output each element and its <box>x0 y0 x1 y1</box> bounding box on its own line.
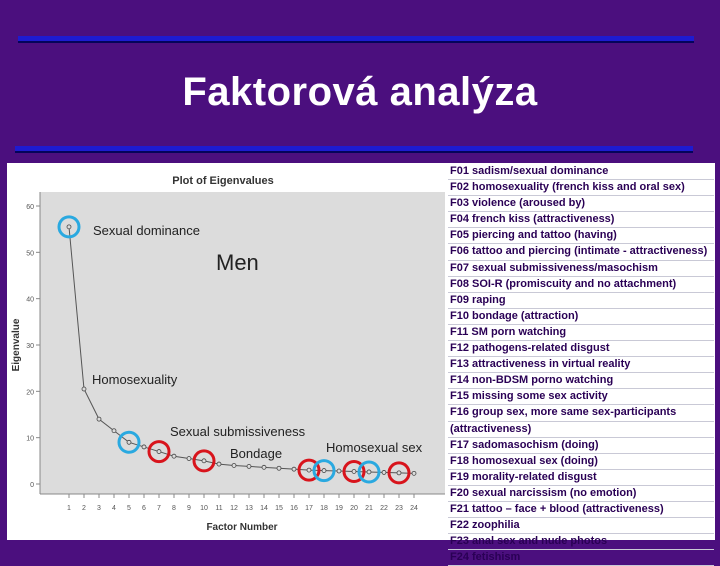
data-point <box>202 459 206 463</box>
x-tick-label: 14 <box>260 505 268 512</box>
y-tick-label: 0 <box>30 482 34 489</box>
data-point <box>82 387 86 391</box>
data-point <box>127 440 131 444</box>
x-tick-label: 19 <box>335 505 343 512</box>
legend-item: F10 bondage (attraction) <box>448 309 714 325</box>
x-tick-label: 13 <box>245 505 253 512</box>
x-tick-label: 8 <box>172 505 176 512</box>
data-point <box>337 469 341 473</box>
y-tick-label: 40 <box>26 296 34 304</box>
legend-item: F22 zoophilia <box>448 518 714 534</box>
y-tick-label: 30 <box>26 343 34 350</box>
data-point <box>367 470 371 474</box>
y-tick-label: 20 <box>26 389 34 397</box>
x-tick-label: 20 <box>350 505 358 512</box>
data-point <box>232 463 236 467</box>
legend-item: F05 piercing and tattoo (having) <box>448 228 714 244</box>
data-point <box>247 464 251 468</box>
x-tick-label: 18 <box>320 505 328 512</box>
chart-annotation: Sexual dominance <box>93 223 200 238</box>
x-axis-label: Factor Number <box>206 522 278 533</box>
x-tick-label: 9 <box>187 505 191 512</box>
data-point <box>217 462 221 466</box>
legend-item: F07 sexual submissiveness/masochism <box>448 261 714 277</box>
legend-item: F14 non-BDSM porno watching <box>448 373 714 389</box>
legend-item: F12 pathogens-related disgust <box>448 341 714 357</box>
data-point <box>382 470 386 474</box>
x-tick-label: 10 <box>200 505 208 512</box>
x-tick-label: 23 <box>395 505 403 512</box>
y-tick-label: 50 <box>26 250 34 258</box>
x-tick-label: 1 <box>67 505 71 512</box>
legend-item: F16 group sex, more same sex-participants <box>448 405 714 421</box>
factor-legend <box>448 164 714 566</box>
legend-item: F11 SM porn watching <box>448 325 714 341</box>
data-point <box>97 417 101 421</box>
x-tick-label: 11 <box>215 505 223 512</box>
data-point <box>187 457 191 461</box>
data-point <box>277 466 281 470</box>
x-tick-label: 21 <box>365 505 373 512</box>
y-tick-label: 10 <box>26 435 34 443</box>
slide-title: Faktorová analýza <box>182 70 538 114</box>
legend-item: F20 sexual narcissism (no emotion) <box>448 486 714 502</box>
x-tick-label: 4 <box>112 505 116 512</box>
x-tick-label: 3 <box>97 505 101 512</box>
x-tick-label: 12 <box>230 505 238 512</box>
data-point <box>412 471 416 475</box>
legend-item: F23 anal sex and nude photos <box>448 534 714 550</box>
x-tick-label: 17 <box>305 505 313 512</box>
data-point <box>112 429 116 433</box>
data-point <box>157 450 161 454</box>
chart-annotation: Men <box>216 250 259 275</box>
data-point <box>142 445 146 449</box>
x-tick-label: 24 <box>410 505 418 512</box>
x-tick-label: 6 <box>142 505 146 512</box>
chart-annotation: Sexual submissiveness <box>170 424 306 439</box>
legend-item: F02 homosexuality (french kiss and oral sex) <box>448 180 714 196</box>
legend-item: F21 tattoo – face + blood (attractiveness) <box>448 502 714 518</box>
data-point <box>322 469 326 473</box>
x-tick-label: 15 <box>275 505 283 512</box>
legend-item: F01 sadism/sexual dominance <box>448 164 714 180</box>
chart-annotation: Homosexual sex <box>326 440 423 455</box>
data-point <box>352 469 356 473</box>
data-point <box>172 454 176 458</box>
legend-item: F13 attractiveness in virtual reality <box>448 357 714 373</box>
chart-title: Plot of Eigenvalues <box>172 175 274 187</box>
data-point <box>397 471 401 475</box>
legend-item: F19 morality-related disgust <box>448 470 714 486</box>
data-point <box>67 225 71 229</box>
y-axis <box>26 192 40 494</box>
x-tick-label: 16 <box>290 505 298 512</box>
legend-item: F09 raping <box>448 293 714 309</box>
legend-item: F15 missing some sex activity <box>448 389 714 405</box>
legend-item: F04 french kiss (attractiveness) <box>448 212 714 228</box>
y-tick-label: 60 <box>26 204 34 211</box>
x-tick-label: 22 <box>380 505 388 512</box>
legend-item: F24 fetishism <box>448 550 714 566</box>
data-point <box>292 467 296 471</box>
legend-item: F17 sadomasochism (doing) <box>448 438 714 454</box>
legend-item: (attractiveness) <box>448 422 714 438</box>
legend-item: F18 homosexual sex (doing) <box>448 454 714 470</box>
x-tick-label: 5 <box>127 505 131 512</box>
data-point <box>262 465 266 469</box>
x-axis <box>40 494 445 512</box>
x-tick-label: 7 <box>157 505 161 512</box>
chart-annotation: Homosexuality <box>92 372 178 387</box>
data-point <box>307 468 311 472</box>
legend-item: F08 SOI-R (promiscuity and no attachment) <box>448 277 714 293</box>
legend-item: F06 tattoo and piercing (intimate - attractiveness) <box>448 244 714 260</box>
legend-item: F03 violence (aroused by) <box>448 196 714 212</box>
y-axis-label: Eigenvalue <box>11 318 22 372</box>
x-tick-label: 2 <box>82 505 86 512</box>
chart-annotation: Bondage <box>230 446 283 461</box>
